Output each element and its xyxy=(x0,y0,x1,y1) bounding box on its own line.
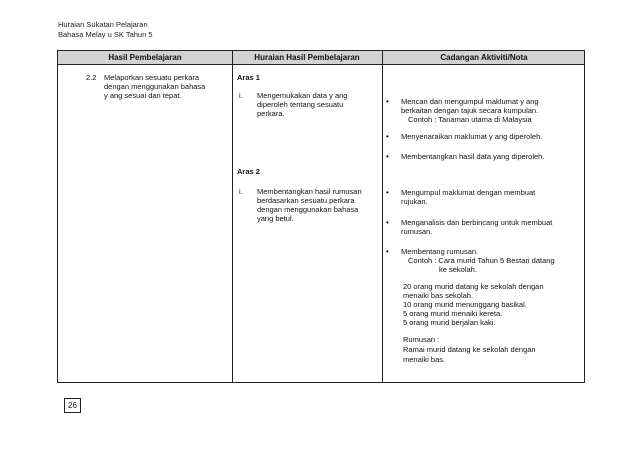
column-divider xyxy=(232,51,233,382)
document-header-subtitle: Bahasa Melay u SK Tahun 5 xyxy=(58,30,153,39)
activity-text-line: Menganalisis dan berbincang untuk membuat xyxy=(401,218,553,227)
example-data-line: menaiki bas sekolah. xyxy=(403,291,474,300)
activity-text-line: Mengumpul maklumat dengan membuat xyxy=(401,188,536,197)
example-data-line: 20 orang murid datang ke sekolah dengan xyxy=(403,282,544,291)
example-data-line: 5 orang murid berjalan kaki. xyxy=(403,318,496,327)
activity-text-line: rumusan. xyxy=(401,227,433,236)
outcome-text-line: dengan menggunakan bahasa xyxy=(104,82,206,91)
level-1-text-line: diperoleh tentang sesuatu xyxy=(257,100,344,109)
outcome-number: 2.2 xyxy=(86,73,97,82)
table-header-row xyxy=(58,51,584,65)
level-1-text-line: perkara. xyxy=(257,109,285,118)
activity-text-line: ke sekolah. xyxy=(439,265,477,274)
summary-line: Ramai murid datang ke sekolah dengan xyxy=(403,345,536,354)
column-header-cadangan: Cadangan Aktiviti/Nota xyxy=(440,53,528,62)
activity-text-line: Mencari dan mengumpul maklumat y ang xyxy=(401,97,539,106)
bullet-icon: • xyxy=(386,132,389,141)
outcome-text-line: y ang sesuai dan tepat. xyxy=(104,91,182,100)
activity-text-line: Membentang rumusan. xyxy=(401,247,479,256)
level-2-text-line: yang betul. xyxy=(257,214,294,223)
level-1-text-line: Mengemukakan data y ang xyxy=(257,91,348,100)
example-data-line: 10 orang murid menunggang basikal. xyxy=(403,300,527,309)
level-1-heading: Aras 1 xyxy=(237,73,260,82)
document-header-title: Huraian Sukatan Pelajaran xyxy=(58,20,148,29)
activity-text-line: Contoh : Tanaman utama di Malaysia xyxy=(408,115,532,124)
column-header-hasil: Hasil Pembelajaran xyxy=(108,53,182,62)
bullet-icon: • xyxy=(386,97,389,106)
activity-text-line: rujukan. xyxy=(401,197,428,206)
summary-line: Rumusan : xyxy=(403,335,440,344)
syllabus-table xyxy=(57,50,585,383)
activity-text-line: Contoh : Cara murid Tahun 5 Bestari datang xyxy=(408,256,555,265)
bullet-icon: • xyxy=(386,188,389,197)
level-2-roman: i. xyxy=(239,187,243,196)
bullet-icon: • xyxy=(386,152,389,161)
column-divider xyxy=(382,51,383,382)
bullet-icon: • xyxy=(386,247,389,256)
summary-line: menaiki bas. xyxy=(403,355,446,364)
page-number: 26 xyxy=(64,398,81,413)
level-1-roman: i. xyxy=(239,91,243,100)
activity-text-line: Menyenaraikan maklumat y ang diperoleh. xyxy=(401,132,543,141)
level-2-text-line: berdasarkan sesuatu perkara xyxy=(257,196,355,205)
activity-text-line: berkaitan dengan tajuk secara kumpulan. xyxy=(401,106,539,115)
level-2-text-line: Membentangkan hasil rumusan xyxy=(257,187,362,196)
column-header-huraian: Huraian Hasil Pembelajaran xyxy=(254,53,360,62)
outcome-text-line: Melaporkan sesuatu perkara xyxy=(104,73,200,82)
level-2-text-line: dengan menggunakan bahasa xyxy=(257,205,359,214)
activity-text-line: Membentangkan hasil data yang diperoleh. xyxy=(401,152,545,161)
bullet-icon: • xyxy=(386,218,389,227)
example-data-line: 5 orang murid menaiki kereta. xyxy=(403,309,503,318)
level-2-heading: Aras 2 xyxy=(237,167,260,176)
